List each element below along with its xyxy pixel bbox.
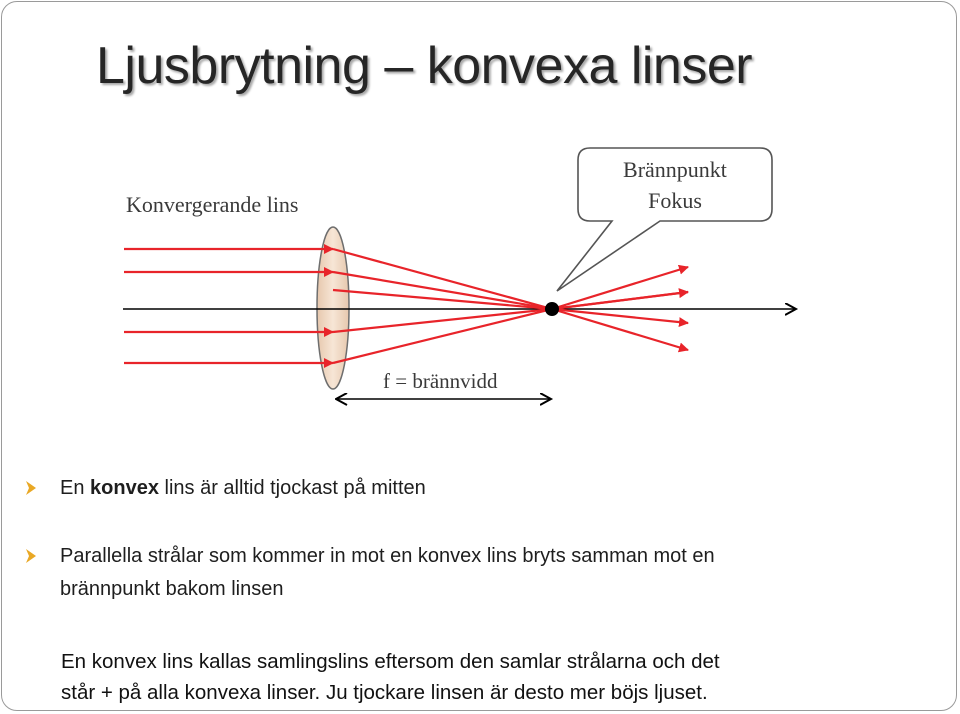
- summary-line-2: står + på alla konvexa linser. Ju tjockare linsen är desto mer böjs ljuset.: [61, 681, 708, 704]
- focal-point: [545, 302, 559, 316]
- slide-title: Ljusbrytning – konvexa linser: [96, 37, 753, 95]
- summary-paragraph: [61, 646, 720, 708]
- bullet-marker-icon-2: [26, 549, 36, 563]
- bullet-1-after: lins är alltid tjockast på mitten: [158, 477, 426, 499]
- bullet-1-bold: konvex: [90, 477, 159, 499]
- lens-label: Konvergerande lins: [126, 192, 299, 217]
- bullet-2-line-2: brännpunkt bakom linsen: [60, 578, 284, 600]
- bullet-2-line-1: Parallella strålar som kommer in mot en konvex lins bryts samman mot en: [60, 545, 715, 567]
- refracted-rays: [333, 249, 688, 363]
- focus-callout: [578, 154, 772, 216]
- bullet-1-before: En: [60, 477, 91, 499]
- summary-line-1: En konvex lins kallas samlingslins eftersom den samlar strålarna och det: [61, 650, 720, 673]
- focal-length-label: f = brännvidd: [383, 369, 498, 393]
- callout-line-2: Fokus: [648, 188, 702, 213]
- bullet-marker-icon-1: [26, 481, 36, 495]
- callout-line-1: Brännpunkt: [623, 157, 727, 182]
- incoming-rays: [124, 249, 333, 363]
